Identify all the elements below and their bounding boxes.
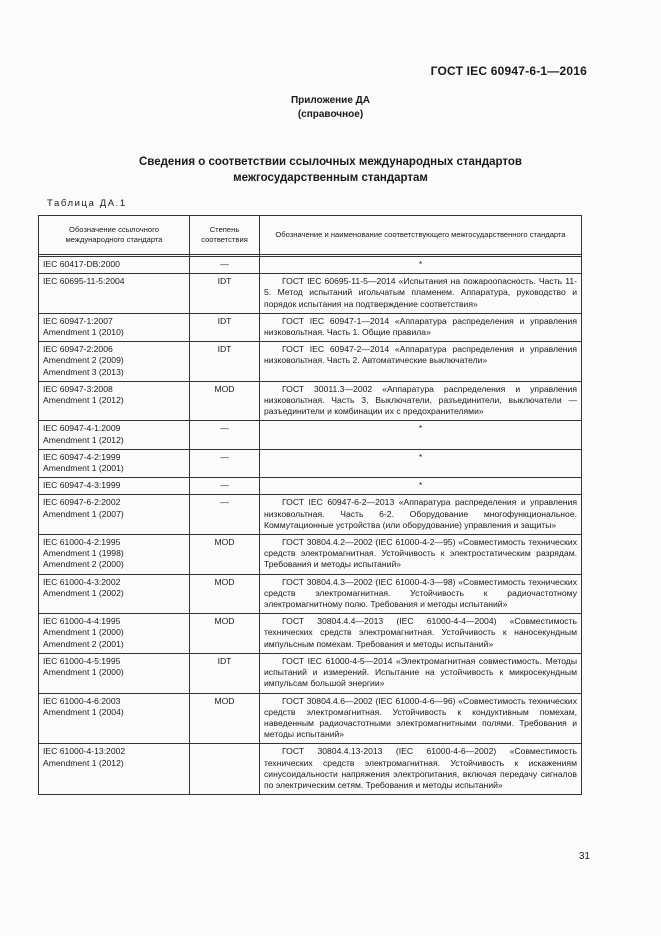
degree-cell: MOD — [190, 614, 260, 654]
international-standard-cell: IEC 61000-4-3:2002 Amendment 1 (2002) — [39, 574, 190, 614]
table-row — [39, 744, 582, 795]
table-row — [39, 495, 582, 535]
interstate-standard-cell: * — [260, 257, 582, 274]
table-row — [39, 257, 582, 274]
interstate-standard-cell: ГОСТ 30804.4.4—2013 (IEC 61000-4-4—2004) «Совместимость технических средств электромагнитная. Устойчивость к наносекундным импульсным помехам. Требования и методы испытаний» — [260, 614, 582, 654]
degree-cell: IDT — [190, 342, 260, 382]
international-standard-cell: IEC 60695-11-5:2004 — [39, 274, 190, 314]
table-row — [39, 535, 582, 575]
international-standard-cell: IEC 61000-4-4:1995 Amendment 1 (2000) Amendment 2 (2001) — [39, 614, 190, 654]
degree-cell: IDT — [190, 274, 260, 314]
degree-cell: MOD — [190, 381, 260, 421]
table-row — [39, 313, 582, 341]
appendix-subtitle: (справочное) — [297, 109, 364, 120]
table-row — [39, 574, 582, 614]
interstate-standard-cell: ГОСТ 30011.3—2002 «Аппаратура распределения и управления низковольтная. Часть 3, Выключатели, разъединители, выключатели — разъединители и комбинации их с предохранителями» — [260, 381, 582, 421]
table-row — [39, 614, 582, 654]
table-row — [39, 478, 582, 495]
degree-cell — [190, 744, 260, 795]
table-label: Таблица ДА.1 — [47, 198, 127, 209]
international-standard-cell: IEC 60947-2:2006 Amendment 2 (2009) Amendment 3 (2013) — [39, 342, 190, 382]
degree-cell: IDT — [190, 653, 260, 693]
table-row — [39, 449, 582, 477]
international-standard-cell: IEC 60417-DB:2000 — [39, 257, 190, 274]
header-degree: Степень соответствия — [190, 216, 260, 255]
degree-cell: MOD — [190, 693, 260, 744]
degree-cell: — — [190, 421, 260, 449]
international-standard-cell: IEC 60947-6-2:2002 Amendment 1 (2007) — [39, 495, 190, 535]
international-standard-cell: IEC 60947-4-2:1999 Amendment 1 (2001) — [39, 449, 190, 477]
table-row — [39, 342, 582, 382]
interstate-standard-cell: ГОСТ IEC 61000-4-5—2014 «Электромагнитная совместимость. Методы испытаний и измерений. Испытание на устойчивость к микросекундным импульсам большой энергии» — [260, 653, 582, 693]
interstate-standard-cell: ГОСТ IEC 60947-2—2014 «Аппаратура распределения и управления низковольтная. Часть 2. Автоматические выключатели» — [260, 342, 582, 382]
document-code: ГОСТ IEC 60947-6-1—2016 — [430, 64, 587, 78]
interstate-standard-cell: ГОСТ IEC 60695-11-5—2014 «Испытания на пожароопасность. Часть 11-5. Метод испытаний игольчатым пламенем. Аппаратура, руководство и порядок испытания на подтверждение соответствия» — [260, 274, 582, 314]
international-standard-cell: IEC 61000-4-6:2003 Amendment 1 (2004) — [39, 693, 190, 744]
interstate-standard-cell: ГОСТ IEC 60947-6-2—2013 «Аппаратура распределения и управления низковольтная. Часть 6-2. Оборудование многофункциональное. Коммутационные устройства (или оборудование) управления и защиты» — [260, 495, 582, 535]
international-standard-cell: IEC 60947-4-3:1999 — [39, 478, 190, 495]
interstate-standard-cell: ГОСТ 30804.4.6—2002 (IEC 61000-4-6—96) «Совместимость технических средств электромагнитная. Устойчивость к кондуктивным помехам, наведенным радиочастотными электромагнитными полями. Требования и методы испытаний» — [260, 693, 582, 744]
page-number: 31 — [578, 851, 590, 862]
section-title — [0, 154, 661, 186]
appendix-title: Приложение ДА — [290, 95, 371, 106]
section-title-line-2: межгосударственным стандартам — [233, 172, 428, 184]
table-row — [39, 274, 582, 314]
interstate-standard-cell: ГОСТ IEC 60947-1—2014 «Аппаратура распределения и управления низковольтная. Часть 1. Общие правила» — [260, 313, 582, 341]
degree-cell: — — [190, 495, 260, 535]
international-standard-cell: IEC 60947-3:2008 Amendment 1 (2012) — [39, 381, 190, 421]
table-row — [39, 693, 582, 744]
interstate-standard-cell: * — [260, 449, 582, 477]
international-standard-cell: IEC 60947-4-1:2009 Amendment 1 (2012) — [39, 421, 190, 449]
interstate-standard-cell: ГОСТ 30804.4.3—2002 (IEC 61000-4-3—98) «Совместимость технических средств электромагнитная. Устойчивость к радиочастотному электромагнитному полю. Требования и методы испытаний» — [260, 574, 582, 614]
table-header-row — [39, 216, 582, 255]
table-body — [39, 255, 582, 795]
appendix-heading — [0, 94, 661, 122]
reference-table — [38, 215, 582, 795]
header-interstate-standard: Обозначение и наименование соответствующего межгосударственного стандарта — [260, 216, 582, 255]
international-standard-cell: IEC 60947-1:2007 Amendment 1 (2010) — [39, 313, 190, 341]
degree-cell: — — [190, 449, 260, 477]
international-standard-cell: IEC 61000-4-13:2002 Amendment 1 (2012) — [39, 744, 190, 795]
interstate-standard-cell: ГОСТ 30804.4.2—2002 (IEC 61000-4-2—95) «Совместимость технических средств электромагнитная. Устойчивость к электростатическим разрядам. Требования и методы испытаний» — [260, 535, 582, 575]
table-row — [39, 381, 582, 421]
header-international-standard: Обозначение ссылочного международного стандарта — [39, 216, 190, 255]
degree-cell: IDT — [190, 313, 260, 341]
degree-cell: MOD — [190, 574, 260, 614]
degree-cell: MOD — [190, 535, 260, 575]
international-standard-cell: IEC 61000-4-2:1995 Amendment 1 (1998) Amendment 2 (2000) — [39, 535, 190, 575]
section-title-line-1: Сведения о соответствии ссылочных международных стандартов — [138, 156, 522, 168]
interstate-standard-cell: * — [260, 421, 582, 449]
table-row — [39, 653, 582, 693]
degree-cell: — — [190, 257, 260, 274]
interstate-standard-cell: ГОСТ 30804.4.13-2013 (IEC 61000-4-6—2002) «Совместимость технических средств электромагнитная. Устойчивость к искажениям синусоидальности напряжения электропитания, включая передачу сигналов по электрическим сетям. Требования и методы испытаний» — [260, 744, 582, 795]
degree-cell: — — [190, 478, 260, 495]
international-standard-cell: IEC 61000-4-5:1995 Amendment 1 (2000) — [39, 653, 190, 693]
table-row — [39, 421, 582, 449]
interstate-standard-cell: * — [260, 478, 582, 495]
